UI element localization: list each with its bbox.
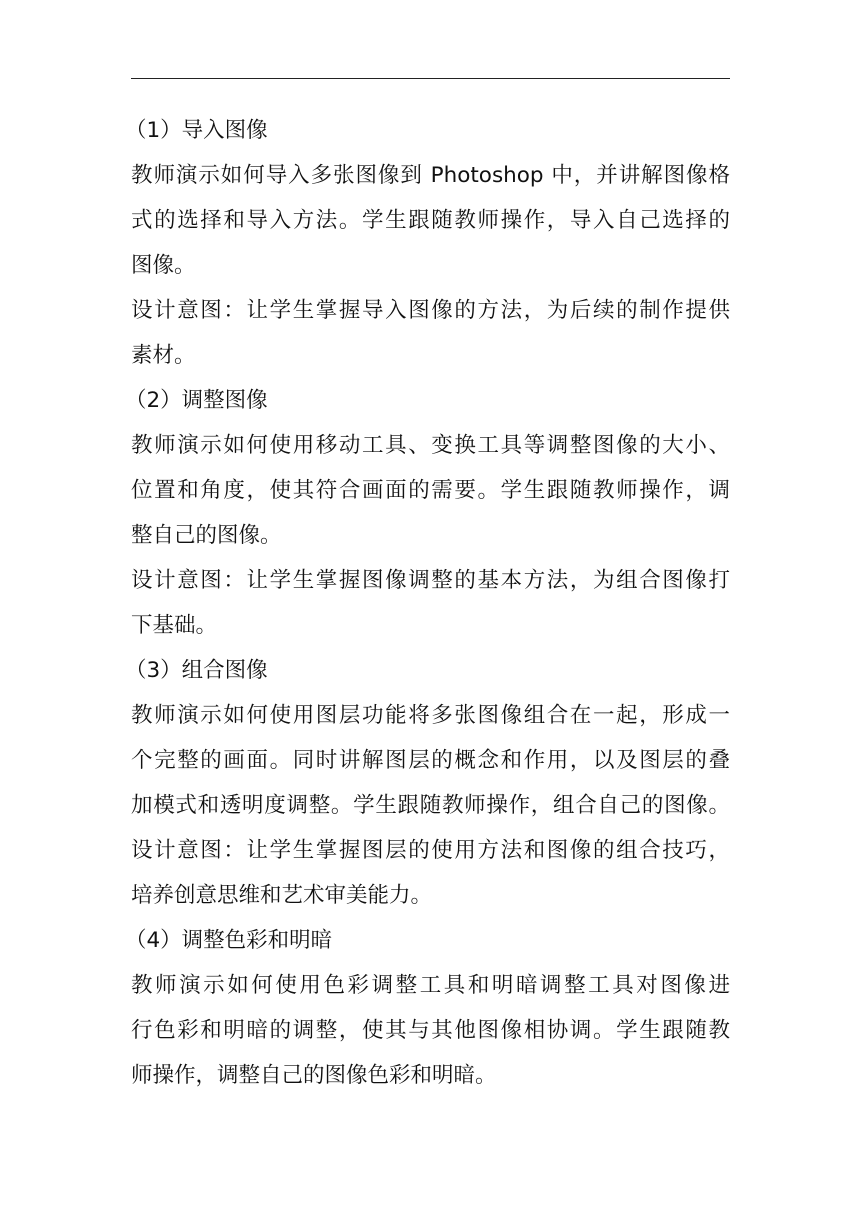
document-body [125,108,730,1098]
design-intent-line: 设计意图：让学生掌握图像调整的基本方法，为组合图像打 [131,568,730,593]
paragraph-line: 式的选择和导入方法。学生跟随教师操作，导入自己选择的 [131,208,730,233]
paragraph-line: 教师演示如何使用图层功能将多张图像组合在一起，形成一 [131,703,730,728]
paragraph-line: 整自己的图像。 [131,523,282,548]
section-heading-import: （1）导入图像 [125,118,268,143]
paragraph-line: 教师演示如何使用色彩调整工具和明暗调整工具对图像进 [131,973,730,998]
paragraph-line: 教师演示如何导入多张图像到 Photoshop 中，并讲解图像格 [131,163,730,188]
design-intent-line: 设计意图：让学生掌握导入图像的方法，为后续的制作提供 [131,298,730,323]
design-intent-line: 素材。 [131,343,196,368]
design-intent-line: 设计意图：让学生掌握图层的使用方法和图像的组合技巧， [131,838,730,863]
paragraph-line: 加模式和透明度调整。学生跟随教师操作，组合自己的图像。 [131,793,730,818]
paragraph-line: 行色彩和明暗的调整，使其与其他图像相协调。学生跟随教 [131,1018,730,1043]
paragraph-line: 教师演示如何使用移动工具、变换工具等调整图像的大小、 [131,433,730,458]
section-heading-combine: （3）组合图像 [125,658,268,683]
paragraph-line: 图像。 [131,253,196,278]
header-rule [131,78,730,79]
paragraph-line: 个完整的画面。同时讲解图层的概念和作用，以及图层的叠 [131,748,730,773]
paragraph-line: 师操作，调整自己的图像色彩和明暗。 [131,1063,497,1088]
section-heading-adjust: （2）调整图像 [125,388,268,413]
section-heading-color: （4）调整色彩和明暗 [125,928,333,953]
design-intent-line: 培养创意思维和艺术审美能力。 [131,883,433,908]
paragraph-line: 位置和角度，使其符合画面的需要。学生跟随教师操作，调 [131,478,730,503]
design-intent-line: 下基础。 [131,613,218,638]
